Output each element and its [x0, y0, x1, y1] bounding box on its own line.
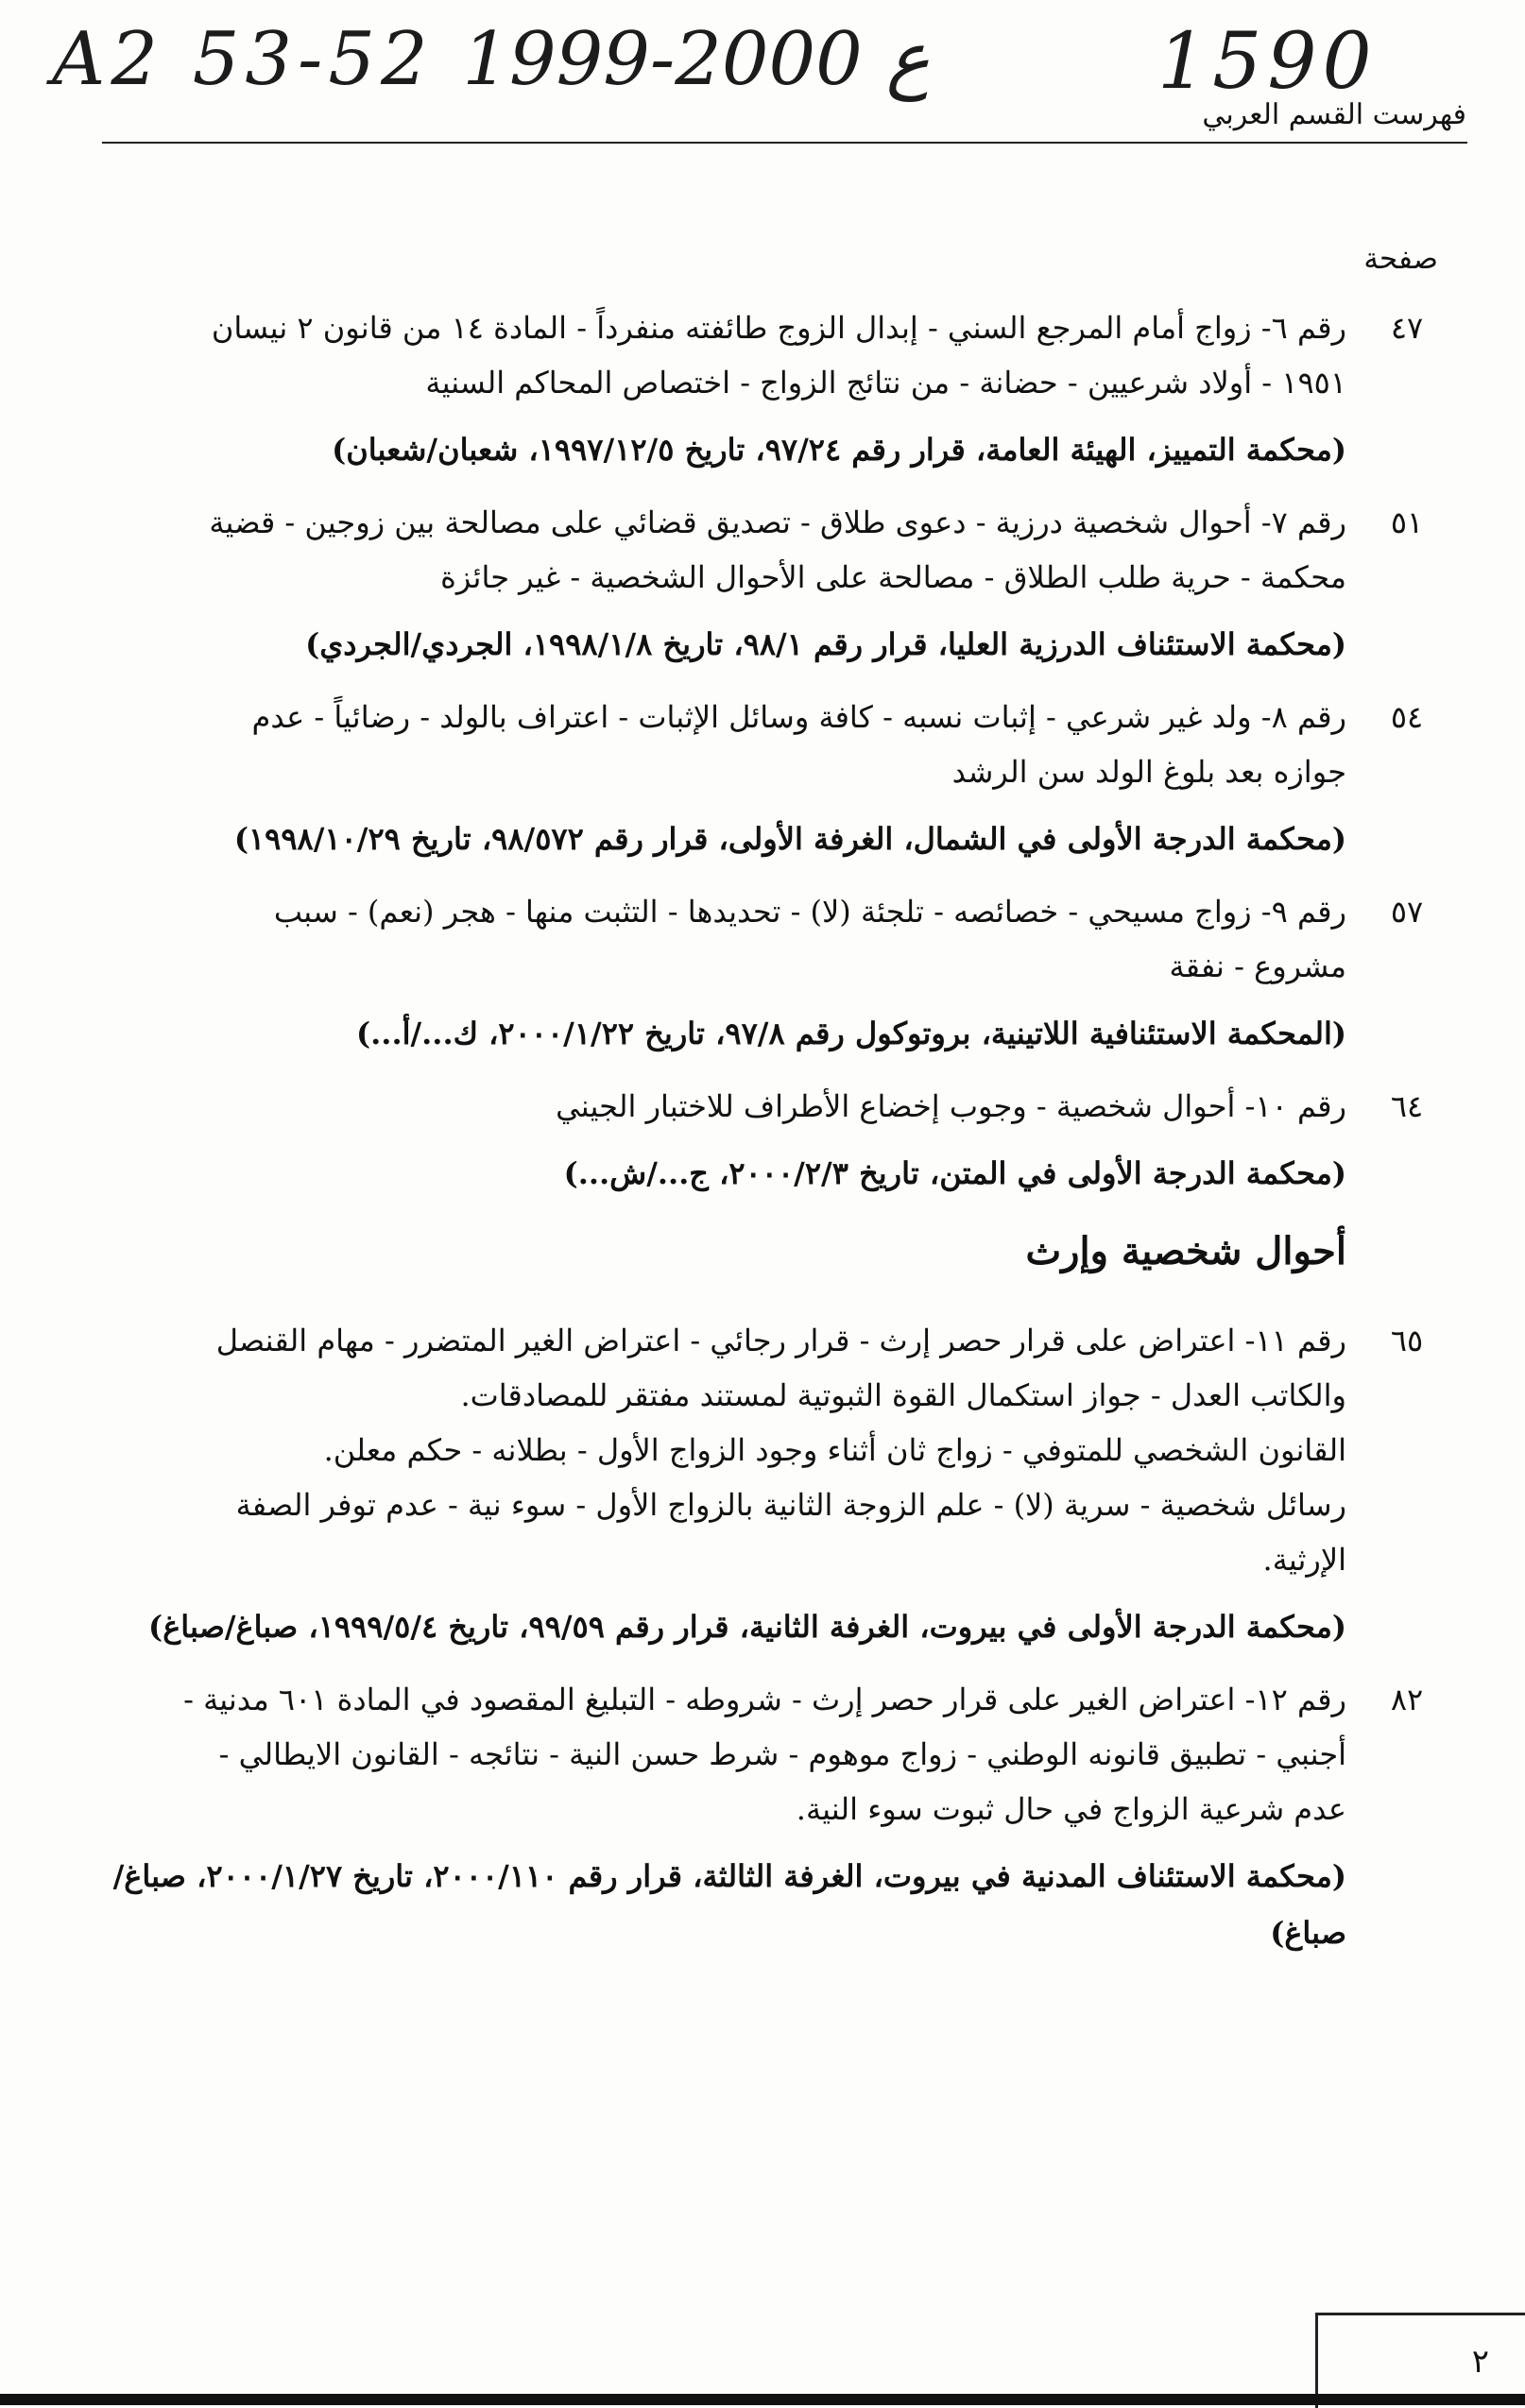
court-citation: (محكمة الدرجة الأولى في المتن، تاريخ ٢٠٠٠/٢/٣، ج.../ش...) — [563, 1155, 1346, 1191]
entry-line: رقم ١٠- أحوال شخصية - وجوب إخضاع الأطراف للاختبار الجيني — [556, 1088, 1346, 1124]
entry-line: القانون الشخصي للمتوفي - زواج ثان أثناء وجود الزواج الأول - بطلانه - حكم معلن. — [323, 1432, 1346, 1468]
index-entry — [102, 495, 1467, 673]
entry-line: رقم ٩- زواج مسيحي - خصائصه - تلجئة (لا) - تحديدها - التثبت منها - هجر (نعم) - سبب — [273, 894, 1346, 930]
entry-page-number: ٥٧ — [1390, 894, 1424, 930]
entry-line: رسائل شخصية - سرية (لا) - علم الزوجة الثانية بالزواج الأول - سوء نية - عدم توفر الصفة — [235, 1487, 1346, 1523]
entry-body — [102, 884, 1346, 1062]
entry-line: أجنبي - تطبيق قانونه الوطني - زواج موهوم - شرط حسن النية - نتائجه - القانون الايطالي - — [218, 1736, 1346, 1772]
court-citation: (محكمة التمييز، الهيئة العامة، قرار رقم ٩٧/٢٤، تاريخ ١٩٩٧/١٢/٥، شعبان/شعبان) — [332, 432, 1346, 468]
entry-line: مشروع - نفقة — [1169, 948, 1346, 984]
entry-line: رقم ٨- ولد غير شرعي - إثبات نسبه - كافة وسائل الإثبات - اعتراف بالولد - رضائياً - عدم — [251, 699, 1346, 735]
index-entry — [102, 1672, 1467, 1961]
court-citation: (المحكمة الاستئنافية اللاتينية، بروتوكول رقم ٩٧/٨، تاريخ ٢٠٠٠/١/٢٢، ك.../أ...) — [356, 1016, 1346, 1051]
entry-page-number: ٥١ — [1390, 504, 1424, 540]
entry-body — [102, 1079, 1346, 1202]
entry-body — [102, 300, 1346, 478]
entry-line: محكمة - حرية طلب الطلاق - مصالحة على الأحوال الشخصية - غير جائزة — [440, 559, 1346, 595]
page-header-title: فهرست القسم العربي — [1202, 98, 1466, 131]
index-entry — [102, 1079, 1467, 1202]
index-entry — [102, 300, 1467, 478]
entry-line: رقم ١٢- اعتراض الغير على قرار حصر إرث - شروطه - التبليغ المقصود في المادة ٦٠١ مدنية - — [183, 1682, 1346, 1717]
entry-page-number: ٨٢ — [1390, 1682, 1424, 1717]
entry-line: جوازه بعد بلوغ الولد سن الرشد — [951, 754, 1346, 790]
entry-line: عدم شرعية الزواج في حال ثبوت سوء النية. — [796, 1791, 1346, 1827]
entry-page-number: ٦٤ — [1390, 1088, 1424, 1124]
entry-line: الإرثية. — [1262, 1542, 1346, 1578]
entry-page-number: ٥٤ — [1390, 699, 1424, 735]
entry-line: رقم ٧- أحوال شخصية درزية - دعوى طلاق - تصديق قضائي على مصالحة بين زوجين - قضية — [209, 504, 1346, 540]
entry-body — [102, 495, 1346, 673]
handwritten-catalog-number: 1590 — [1157, 17, 1378, 107]
entry-page-number: ٦٥ — [1390, 1323, 1424, 1358]
page-number: ٢ — [1471, 2343, 1489, 2381]
section-heading: أحوال شخصية وإرث — [1025, 1229, 1346, 1273]
entry-line: رقم ١١- اعتراض على قرار حصر إرث - قرار رجائي - اعتراض الغير المتضرر - مهام القنصل — [215, 1323, 1346, 1358]
page-column-label: صفحة — [1363, 242, 1438, 276]
court-citation: (محكمة الدرجة الأولى في بيروت، الغرفة الثانية، قرار رقم ٩٩/٥٩، تاريخ ١٩٩٩/٥/٤، صباغ/صباغ) — [148, 1609, 1346, 1645]
index-entry — [102, 1313, 1467, 1655]
handwritten-archive-reference: A2 53-52 ع 2000-1999 — [52, 17, 931, 102]
entry-body — [102, 1672, 1346, 1961]
header-rule — [102, 142, 1467, 144]
court-citation: (محكمة الدرجة الأولى في الشمال، الغرفة الأولى، قرار رقم ٩٨/٥٧٢، تاريخ ١٩٩٨/١٠/٢٩) — [233, 821, 1346, 857]
entry-page-number: ٤٧ — [1390, 310, 1424, 346]
scan-bottom-edge — [0, 2394, 1525, 2405]
court-citation: (محكمة الاستئناف المدنية في بيروت، الغرفة الثالثة، قرار رقم ٢٠٠٠/١١٠، تاريخ ٢٠٠٠/١/٢٧، صباغ/صباغ) — [112, 1858, 1346, 1951]
entry-line: رقم ٦- زواج أمام المرجع السني - إبدال الزوج طائفته منفرداً - المادة ١٤ من قانون ٢ نيسان — [211, 310, 1346, 346]
court-citation: (محكمة الاستئناف الدرزية العليا، قرار رقم ٩٨/١، تاريخ ١٩٩٨/١/٨، الجردي/الجردي) — [305, 626, 1346, 662]
entry-body — [102, 690, 1346, 867]
index-content — [102, 300, 1467, 1978]
index-entry — [102, 884, 1467, 1062]
entry-line: ١٩٥١ - أولاد شرعيين - حضانة - من نتائج الزواج - اختصاص المحاكم السنية — [425, 365, 1346, 401]
index-entry — [102, 690, 1467, 867]
entry-body — [102, 1313, 1346, 1655]
entry-line: والكاتب العدل - جواز استكمال القوة الثبوتية لمستند مفتقر للمصادقات. — [460, 1377, 1346, 1413]
